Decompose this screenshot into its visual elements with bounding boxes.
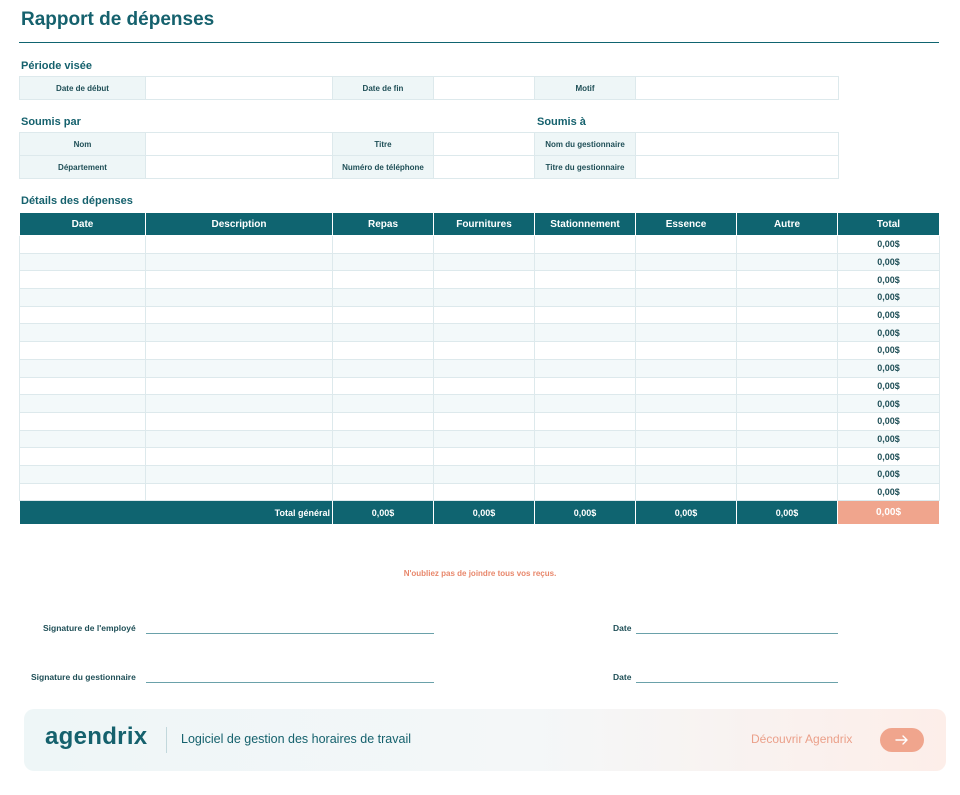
reason-label: Motif — [535, 77, 636, 100]
manager-title-field[interactable] — [636, 156, 839, 179]
date-cell[interactable] — [20, 342, 146, 360]
start-date-label: Date de début — [20, 77, 146, 100]
title-divider — [19, 42, 939, 43]
col-description: Description — [146, 213, 333, 236]
row-total-cell: 0,00$ — [838, 342, 940, 360]
essence-cell[interactable] — [636, 412, 737, 430]
description-cell[interactable] — [146, 342, 333, 360]
title-label: Titre — [333, 133, 434, 156]
row-total-cell: 0,00$ — [838, 395, 940, 413]
autre-cell[interactable] — [737, 253, 838, 271]
essence-cell[interactable] — [636, 306, 737, 324]
stationnement-cell[interactable] — [535, 271, 636, 289]
repas-cell[interactable] — [333, 342, 434, 360]
stationnement-cell[interactable] — [535, 306, 636, 324]
date-cell[interactable] — [20, 359, 146, 377]
col-essence: Essence — [636, 213, 737, 236]
repas-cell[interactable] — [333, 430, 434, 448]
table-row — [20, 412, 940, 430]
row-total-cell: 0,00$ — [838, 465, 940, 483]
col-stationnement: Stationnement — [535, 213, 636, 236]
agendrix-logo[interactable]: agendrix — [45, 723, 148, 750]
col-total: Total — [838, 213, 940, 236]
autre-cell[interactable] — [737, 306, 838, 324]
repas-cell[interactable] — [333, 395, 434, 413]
stationnement-cell[interactable] — [535, 342, 636, 360]
employee-signature-label: Signature de l'employé — [43, 623, 136, 633]
employee-date-label: Date — [613, 623, 632, 633]
essence-cell[interactable] — [636, 377, 737, 395]
details-heading: Détails des dépenses — [21, 195, 133, 207]
reason-field[interactable] — [636, 77, 839, 100]
total-stationnement: 0,00$ — [535, 501, 636, 525]
agendrix-banner[interactable] — [24, 709, 946, 771]
autre-cell[interactable] — [737, 483, 838, 501]
table-row — [20, 271, 940, 289]
stationnement-cell[interactable] — [535, 236, 636, 254]
description-cell[interactable] — [146, 395, 333, 413]
table-row — [20, 448, 940, 466]
phone-label: Numéro de téléphone — [333, 156, 434, 179]
table-row — [20, 483, 940, 501]
table-row — [20, 236, 940, 254]
period-heading: Période visée — [21, 60, 92, 72]
fournitures-cell[interactable] — [434, 253, 535, 271]
stationnement-cell[interactable] — [535, 465, 636, 483]
phone-field[interactable] — [434, 156, 535, 179]
fournitures-cell[interactable] — [434, 395, 535, 413]
expense-table — [19, 212, 940, 525]
description-cell[interactable] — [146, 430, 333, 448]
submitter-table — [19, 132, 839, 179]
end-date-field[interactable] — [434, 77, 535, 100]
end-date-label: Date de fin — [333, 77, 434, 100]
discover-agendrix-link[interactable]: Découvrir Agendrix — [751, 732, 853, 746]
row-total-cell: 0,00$ — [838, 253, 940, 271]
autre-cell[interactable] — [737, 465, 838, 483]
row-total-cell: 0,00$ — [838, 448, 940, 466]
date-cell[interactable] — [20, 236, 146, 254]
manager-name-field[interactable] — [636, 133, 839, 156]
essence-cell[interactable] — [636, 236, 737, 254]
stationnement-cell[interactable] — [535, 359, 636, 377]
stationnement-cell[interactable] — [535, 412, 636, 430]
essence-cell[interactable] — [636, 465, 737, 483]
table-row — [20, 430, 940, 448]
expense-rows — [20, 236, 940, 501]
fournitures-cell[interactable] — [434, 483, 535, 501]
row-total-cell: 0,00$ — [838, 289, 940, 307]
date-cell[interactable] — [20, 395, 146, 413]
banner-tagline: Logiciel de gestion des horaires de travail — [181, 732, 411, 746]
employee-date-line[interactable] — [636, 633, 838, 634]
autre-cell[interactable] — [737, 342, 838, 360]
date-cell[interactable] — [20, 430, 146, 448]
stationnement-cell[interactable] — [535, 430, 636, 448]
description-cell[interactable] — [146, 324, 333, 342]
description-cell[interactable] — [146, 377, 333, 395]
description-cell[interactable] — [146, 253, 333, 271]
autre-cell[interactable] — [737, 412, 838, 430]
name-field[interactable] — [146, 133, 333, 156]
repas-cell[interactable] — [333, 271, 434, 289]
row-total-cell: 0,00$ — [838, 236, 940, 254]
table-row — [20, 377, 940, 395]
arrow-right-icon — [895, 735, 909, 745]
table-row — [20, 306, 940, 324]
row-total-cell: 0,00$ — [838, 306, 940, 324]
repas-cell[interactable] — [333, 483, 434, 501]
grand-total-row — [20, 501, 940, 525]
repas-cell[interactable] — [333, 377, 434, 395]
submitted-by-heading: Soumis par — [21, 116, 81, 128]
repas-cell[interactable] — [333, 236, 434, 254]
repas-cell[interactable] — [333, 306, 434, 324]
fournitures-cell[interactable] — [434, 430, 535, 448]
stationnement-cell[interactable] — [535, 448, 636, 466]
fournitures-cell[interactable] — [434, 377, 535, 395]
date-cell[interactable] — [20, 289, 146, 307]
description-cell[interactable] — [146, 448, 333, 466]
grand-total-value: 0,00$ — [838, 501, 940, 525]
description-cell[interactable] — [146, 412, 333, 430]
essence-cell[interactable] — [636, 483, 737, 501]
description-cell[interactable] — [146, 271, 333, 289]
stationnement-cell[interactable] — [535, 395, 636, 413]
period-table — [19, 76, 839, 100]
col-fournitures: Fournitures — [434, 213, 535, 236]
table-row — [20, 342, 940, 360]
row-total-cell: 0,00$ — [838, 412, 940, 430]
date-cell[interactable] — [20, 448, 146, 466]
repas-cell[interactable] — [333, 253, 434, 271]
essence-cell[interactable] — [636, 359, 737, 377]
total-autre: 0,00$ — [737, 501, 838, 525]
col-repas: Repas — [333, 213, 434, 236]
description-cell[interactable] — [146, 359, 333, 377]
autre-cell[interactable] — [737, 395, 838, 413]
autre-cell[interactable] — [737, 236, 838, 254]
title-field[interactable] — [434, 133, 535, 156]
total-essence: 0,00$ — [636, 501, 737, 525]
manager-title-label: Titre du gestionnaire — [535, 156, 636, 179]
autre-cell[interactable] — [737, 289, 838, 307]
date-cell[interactable] — [20, 271, 146, 289]
essence-cell[interactable] — [636, 253, 737, 271]
table-row — [20, 253, 940, 271]
description-cell[interactable] — [146, 465, 333, 483]
department-field[interactable] — [146, 156, 333, 179]
fournitures-cell[interactable] — [434, 342, 535, 360]
autre-cell[interactable] — [737, 271, 838, 289]
fournitures-cell[interactable] — [434, 465, 535, 483]
table-row — [20, 465, 940, 483]
repas-cell[interactable] — [333, 289, 434, 307]
date-cell[interactable] — [20, 483, 146, 501]
discover-arrow-button[interactable] — [880, 728, 924, 752]
essence-cell[interactable] — [636, 448, 737, 466]
description-cell[interactable] — [146, 483, 333, 501]
autre-cell[interactable] — [737, 430, 838, 448]
grand-total-label: Total général — [20, 501, 333, 525]
fournitures-cell[interactable] — [434, 289, 535, 307]
stationnement-cell[interactable] — [535, 289, 636, 307]
stationnement-cell[interactable] — [535, 377, 636, 395]
description-cell[interactable] — [146, 289, 333, 307]
repas-cell[interactable] — [333, 412, 434, 430]
autre-cell[interactable] — [737, 359, 838, 377]
repas-cell[interactable] — [333, 465, 434, 483]
row-total-cell: 0,00$ — [838, 324, 940, 342]
total-repas: 0,00$ — [333, 501, 434, 525]
manager-signature-label: Signature du gestionnaire — [31, 672, 136, 682]
table-row — [20, 289, 940, 307]
date-cell[interactable] — [20, 253, 146, 271]
date-cell[interactable] — [20, 412, 146, 430]
repas-cell[interactable] — [333, 359, 434, 377]
fournitures-cell[interactable] — [434, 271, 535, 289]
submitted-to-heading: Soumis à — [537, 116, 586, 128]
essence-cell[interactable] — [636, 395, 737, 413]
col-date: Date — [20, 213, 146, 236]
autre-cell[interactable] — [737, 377, 838, 395]
fournitures-cell[interactable] — [434, 448, 535, 466]
table-row — [20, 359, 940, 377]
description-cell[interactable] — [146, 236, 333, 254]
manager-date-line[interactable] — [636, 682, 838, 683]
employee-signature-line[interactable] — [146, 633, 434, 634]
manager-name-label: Nom du gestionnaire — [535, 133, 636, 156]
essence-cell[interactable] — [636, 289, 737, 307]
receipts-reminder: N'oubliez pas de joindre tous vos reçus. — [403, 569, 557, 578]
date-cell[interactable] — [20, 306, 146, 324]
row-total-cell: 0,00$ — [838, 271, 940, 289]
stationnement-cell[interactable] — [535, 324, 636, 342]
autre-cell[interactable] — [737, 324, 838, 342]
essence-cell[interactable] — [636, 324, 737, 342]
row-total-cell: 0,00$ — [838, 359, 940, 377]
table-row — [20, 395, 940, 413]
essence-cell[interactable] — [636, 271, 737, 289]
essence-cell[interactable] — [636, 430, 737, 448]
repas-cell[interactable] — [333, 448, 434, 466]
fournitures-cell[interactable] — [434, 306, 535, 324]
date-cell[interactable] — [20, 465, 146, 483]
col-autre: Autre — [737, 213, 838, 236]
table-row — [20, 324, 940, 342]
department-label: Département — [20, 156, 146, 179]
start-date-field[interactable] — [146, 77, 333, 100]
date-cell[interactable] — [20, 324, 146, 342]
row-total-cell: 0,00$ — [838, 483, 940, 501]
row-total-cell: 0,00$ — [838, 430, 940, 448]
fournitures-cell[interactable] — [434, 359, 535, 377]
autre-cell[interactable] — [737, 448, 838, 466]
manager-signature-line[interactable] — [146, 682, 434, 683]
fournitures-cell[interactable] — [434, 236, 535, 254]
manager-date-label: Date — [613, 672, 632, 682]
essence-cell[interactable] — [636, 342, 737, 360]
page-title: Rapport de dépenses — [21, 9, 215, 30]
row-total-cell: 0,00$ — [838, 377, 940, 395]
fournitures-cell[interactable] — [434, 324, 535, 342]
fournitures-cell[interactable] — [434, 412, 535, 430]
stationnement-cell[interactable] — [535, 483, 636, 501]
name-label: Nom — [20, 133, 146, 156]
total-fournitures: 0,00$ — [434, 501, 535, 525]
repas-cell[interactable] — [333, 324, 434, 342]
banner-divider — [166, 727, 167, 753]
description-cell[interactable] — [146, 306, 333, 324]
stationnement-cell[interactable] — [535, 253, 636, 271]
date-cell[interactable] — [20, 377, 146, 395]
